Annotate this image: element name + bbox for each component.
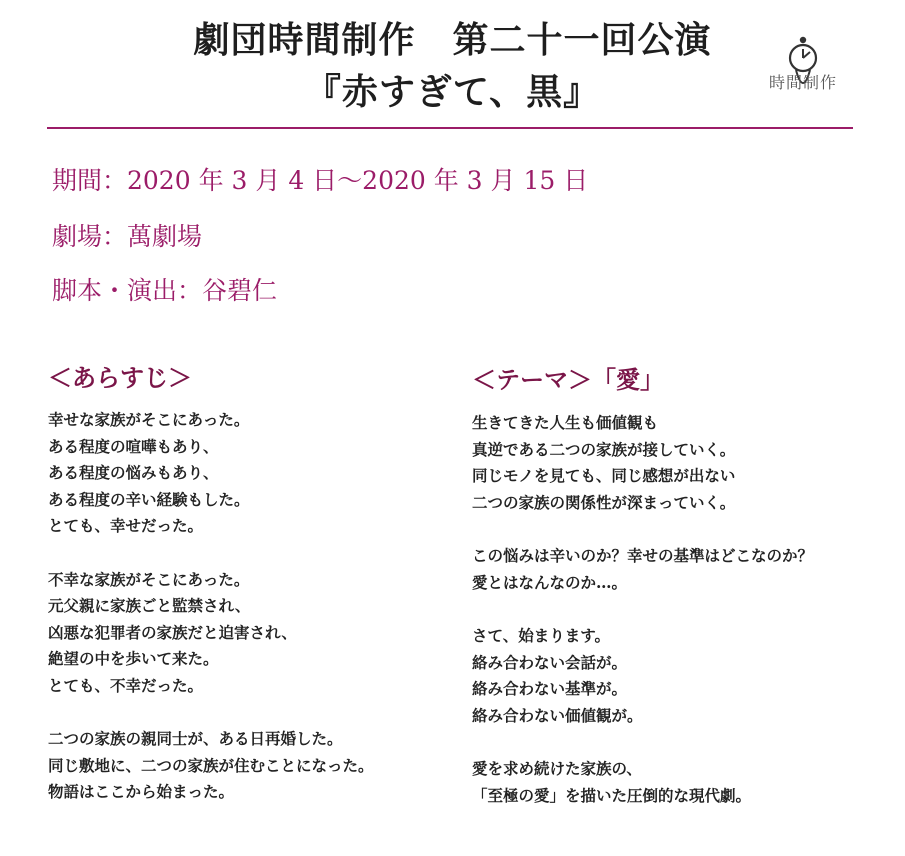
synopsis-line: とても、不幸だった。 [48,675,204,695]
theme-body [472,410,892,809]
header [0,0,905,130]
script-direction-line: 脚本・演出：谷碧仁 [52,276,278,305]
paragraph-gap [472,729,892,756]
theme-line: さて、始まります。 [472,626,610,645]
synopsis-line: ある程度の喧嘩もあり、 [48,436,219,456]
synopsis-line: 同じ敷地に、二つの家族が住むことになった。 [48,755,374,775]
synopsis-line: 元父親に家族ごと監禁され、 [48,596,251,615]
theme-line: この悩みは辛いのか？幸せの基準はどこなのか？ [472,546,814,565]
period-line: 期間：2020 年 3 月 4 日～2020 年 3 月 15 日 [52,166,589,195]
paragraph-gap [472,516,892,543]
theme-heading: ＜テーマ＞「愛」 [472,365,664,394]
theme-line: 生きてきた人生も価値観も [472,413,659,432]
synopsis-line: 物語はここから始まった。 [48,782,235,801]
synopsis-line: とても、幸せだった。 [48,516,204,535]
paragraph-gap [48,540,468,567]
synopsis-line: ある程度の辛い経験もした。 [48,489,250,509]
theme-line: 真逆である二つの家族が接していく。 [472,439,736,459]
theme-line: 愛とはなんなのか…。 [472,572,628,592]
theme-line: 絡み合わない基準が。 [472,679,628,698]
synopsis-line: 凶悪な犯罪者の家族だと迫害され、 [48,622,297,642]
header-divider [47,127,853,129]
synopsis-heading: ＜あらすじ＞ [48,363,192,392]
theme-line: 二つの家族の関係性が深まっていく。 [472,492,736,512]
theme-line: 絡み合わない会話が。 [472,652,628,672]
synopsis-line: ある程度の悩みもあり、 [48,463,219,482]
page-title-line-1: 劇団時間制作 第二十一回公演 [193,19,712,61]
synopsis-line: 絶望の中を歩いて来た。 [48,649,219,668]
troupe-logo [758,34,848,96]
logo-text: 時間制作 [768,73,837,92]
theme-line: 「至極の愛」を描いた圧倒的な現代劇。 [472,785,752,805]
synopsis-line: 不幸な家族がそこにあった。 [48,569,250,589]
theme-line: 愛を求め続けた家族の、 [472,759,642,778]
page-title-line-2: 『赤すぎて、黒』 [304,71,601,113]
paragraph-gap [472,596,892,623]
paragraph-gap [48,699,468,726]
theme-line: 同じモノを見ても、同じ感想が出ない [472,466,736,485]
theme-line: 絡み合わない価値観が。 [472,705,643,725]
theater-line: 劇場：萬劇場 [52,222,203,251]
synopsis-body [48,407,468,806]
synopsis-line: 幸せな家族がそこにあった。 [48,410,250,429]
synopsis-line: 二つの家族の親同士が、ある日再婚した。 [48,729,343,748]
